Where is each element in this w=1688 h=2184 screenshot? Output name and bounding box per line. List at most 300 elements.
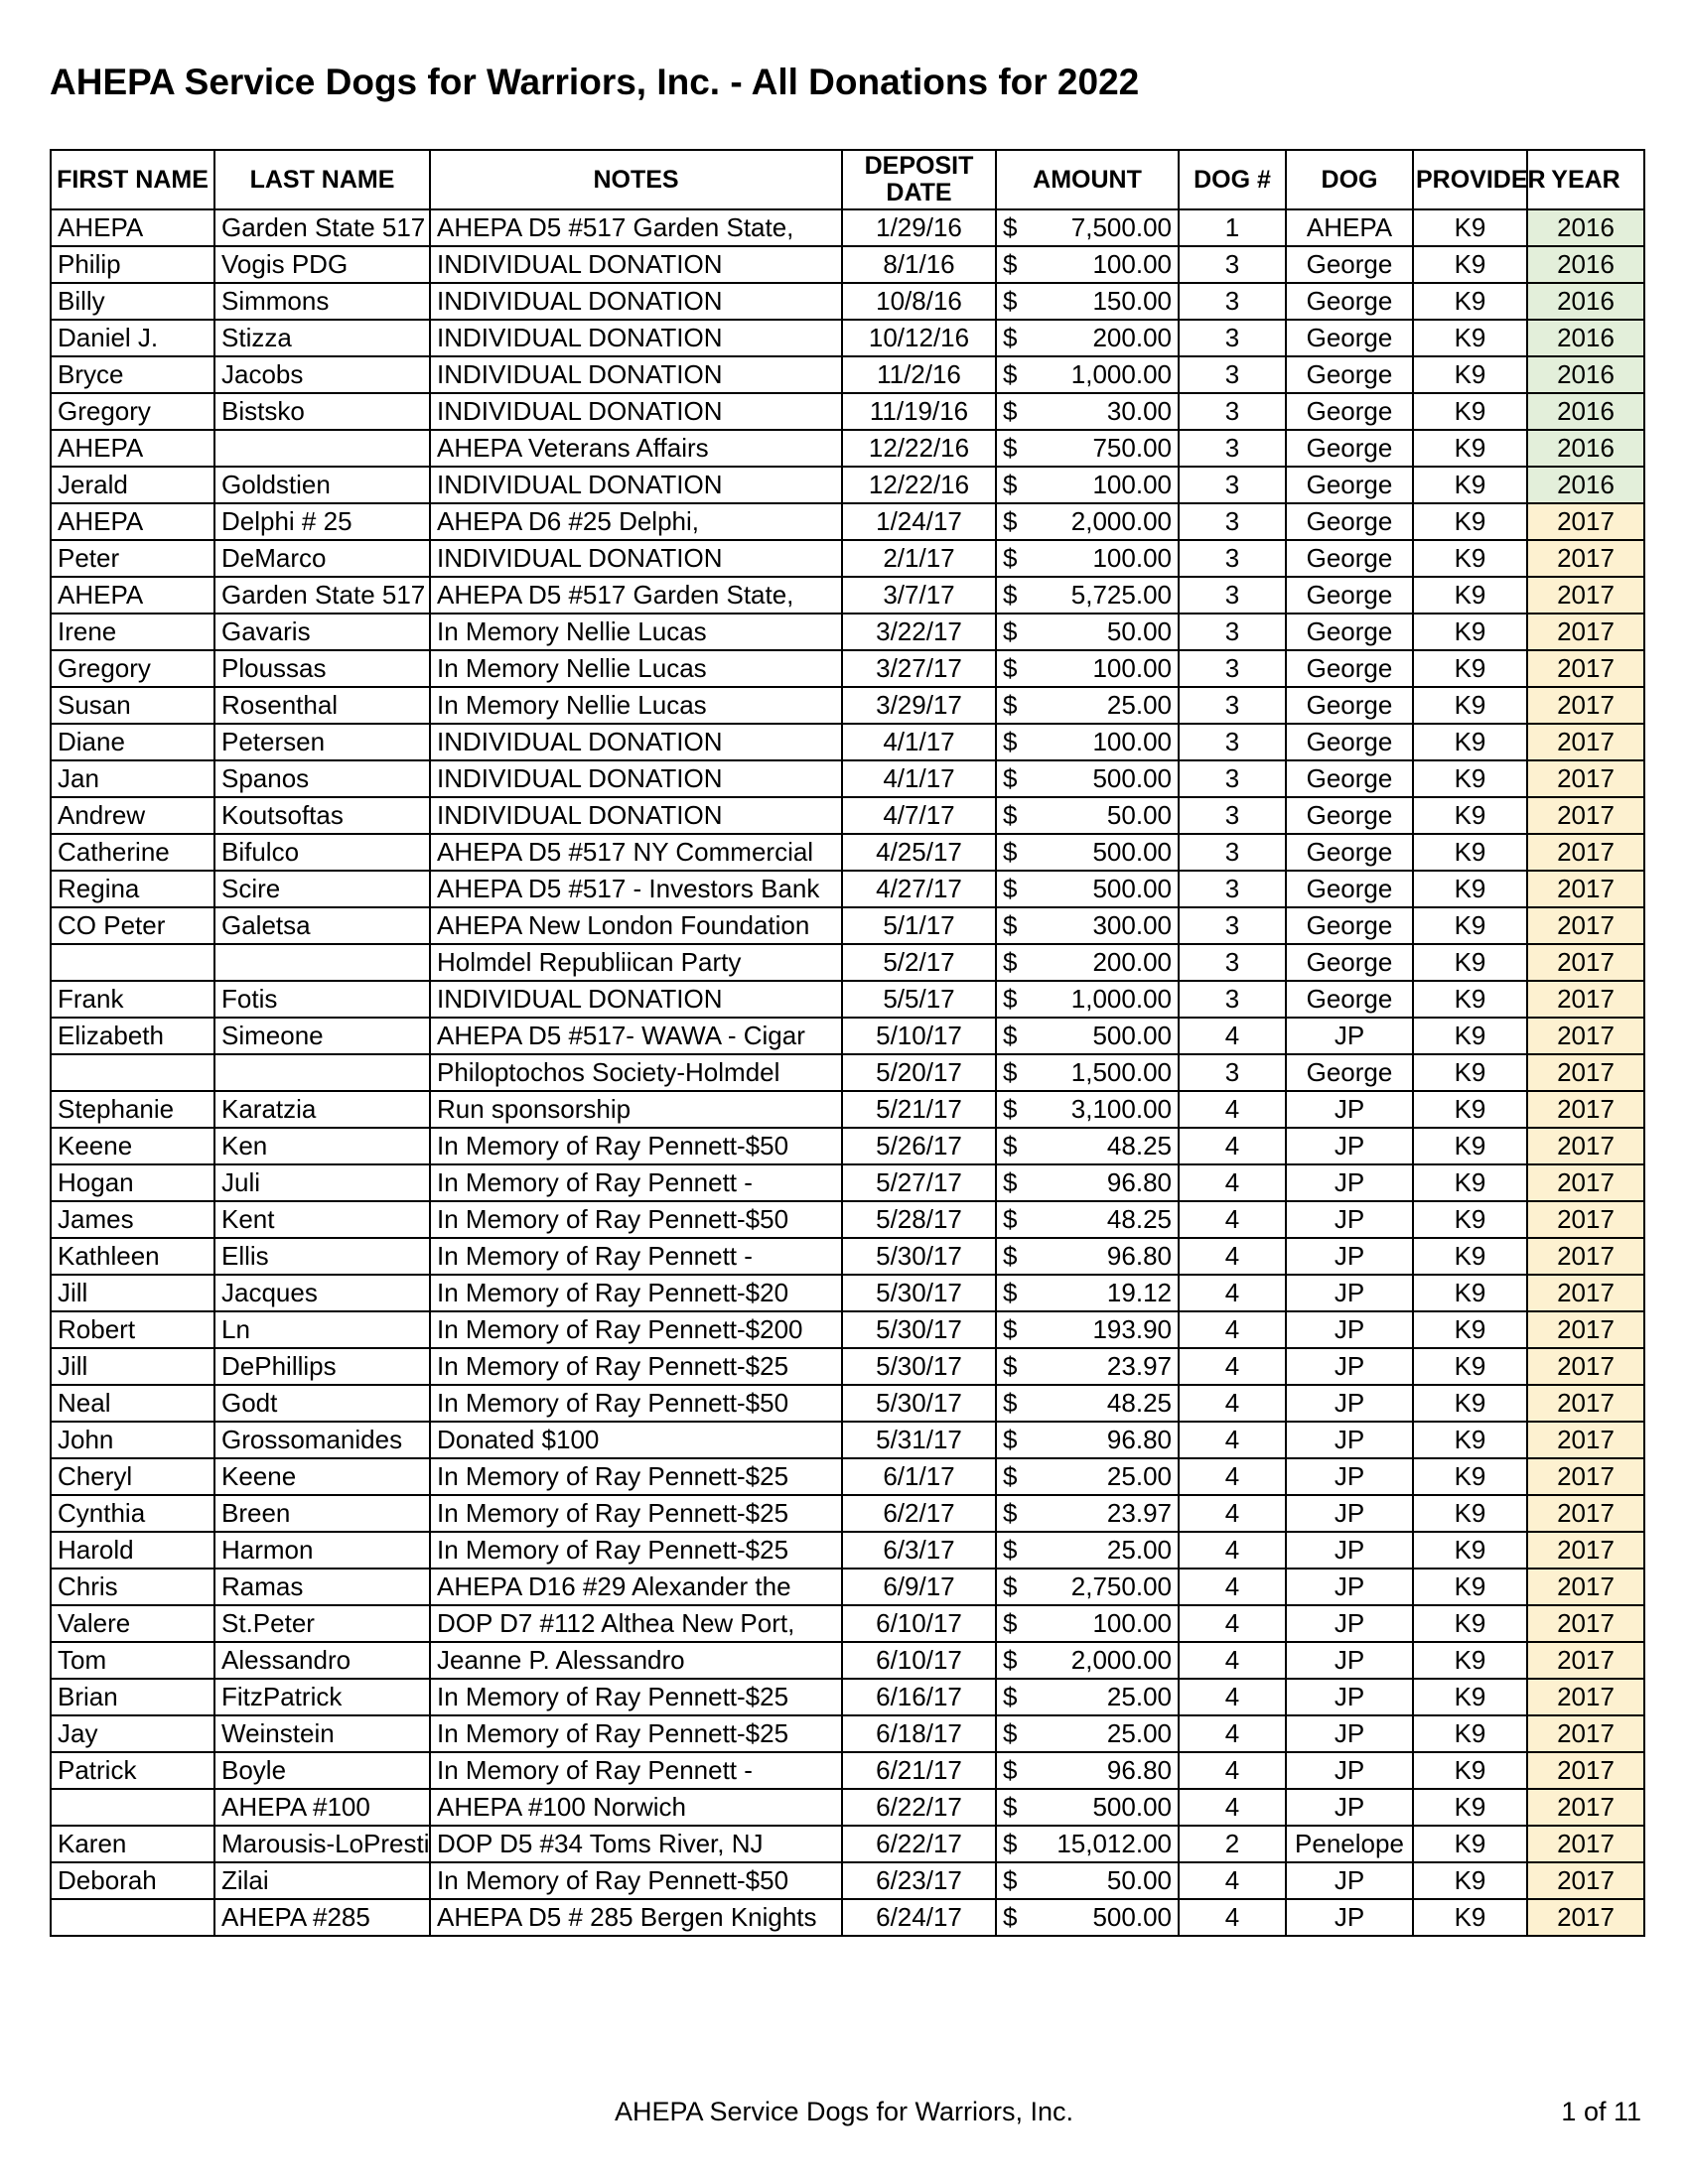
cell-year: 2017	[1527, 981, 1644, 1018]
cell-dog-number: 4	[1179, 1238, 1286, 1275]
cell-amount	[996, 1348, 1179, 1385]
cell-provider: K9	[1413, 246, 1527, 283]
cell-provider: K9	[1413, 393, 1527, 430]
cell-first-name: Peter	[51, 540, 214, 577]
currency-symbol: $	[1003, 396, 1018, 426]
cell-last-name: Ramas	[214, 1569, 430, 1605]
cell-dog: George	[1286, 467, 1413, 503]
amount-value: 96.80	[1106, 1425, 1172, 1454]
currency-symbol: $	[1003, 1278, 1018, 1307]
cell-amount	[996, 944, 1179, 981]
cell-dog-number: 3	[1179, 467, 1286, 503]
cell-dog: JP	[1286, 1201, 1413, 1238]
cell-first-name: AHEPA	[51, 577, 214, 614]
cell-year: 2017	[1527, 1422, 1644, 1458]
amount-value: 100.00	[1092, 470, 1172, 499]
cell-notes: In Memory Nellie Lucas	[430, 687, 842, 724]
currency-symbol: $	[1003, 1314, 1018, 1344]
cell-deposit-date: 5/30/17	[842, 1238, 996, 1275]
cell-dog: AHEPA	[1286, 209, 1413, 246]
amount-value: 3,100.00	[1070, 1094, 1172, 1124]
table-row	[51, 797, 1644, 834]
amount-value: 100.00	[1092, 1608, 1172, 1638]
table-row	[51, 1238, 1644, 1275]
table-row	[51, 1128, 1644, 1164]
cell-amount	[996, 871, 1179, 907]
cell-notes: In Memory of Ray Pennett-$25	[430, 1348, 842, 1385]
cell-first-name: James	[51, 1201, 214, 1238]
table-row	[51, 687, 1644, 724]
currency-symbol: $	[1003, 1792, 1018, 1822]
cell-deposit-date: 5/5/17	[842, 981, 996, 1018]
cell-year: 2017	[1527, 1789, 1644, 1826]
cell-first-name: Irene	[51, 614, 214, 650]
cell-amount	[996, 430, 1179, 467]
currency-symbol: $	[1003, 323, 1018, 352]
cell-deposit-date: 2/1/17	[842, 540, 996, 577]
amount-value: 500.00	[1092, 763, 1172, 793]
cell-amount	[996, 1091, 1179, 1128]
cell-amount	[996, 577, 1179, 614]
cell-first-name: Susan	[51, 687, 214, 724]
cell-last-name: Rosenthal	[214, 687, 430, 724]
cell-provider: K9	[1413, 1899, 1527, 1936]
cell-year: 2017	[1527, 1605, 1644, 1642]
cell-notes: AHEPA D6 #25 Delphi,	[430, 503, 842, 540]
cell-dog-number: 3	[1179, 393, 1286, 430]
cell-deposit-date: 6/22/17	[842, 1789, 996, 1826]
amount-value: 50.00	[1106, 800, 1172, 830]
cell-dog: JP	[1286, 1422, 1413, 1458]
cell-year: 2016	[1527, 283, 1644, 320]
table-row	[51, 1422, 1644, 1458]
cell-deposit-date: 6/9/17	[842, 1569, 996, 1605]
cell-notes: In Memory Nellie Lucas	[430, 650, 842, 687]
cell-notes: In Memory of Ray Pennett-$20	[430, 1275, 842, 1311]
cell-notes: In Memory of Ray Pennett-$25	[430, 1715, 842, 1752]
currency-symbol: $	[1003, 1461, 1018, 1491]
amount-value: 23.97	[1106, 1351, 1172, 1381]
cell-dog-number: 4	[1179, 1164, 1286, 1201]
amount-value: 150.00	[1092, 286, 1172, 316]
cell-notes: In Memory of Ray Pennett -	[430, 1164, 842, 1201]
cell-dog: JP	[1286, 1091, 1413, 1128]
cell-deposit-date: 5/1/17	[842, 907, 996, 944]
cell-first-name: John	[51, 1422, 214, 1458]
cell-last-name: AHEPA #100	[214, 1789, 430, 1826]
cell-last-name: Petersen	[214, 724, 430, 760]
cell-amount	[996, 650, 1179, 687]
cell-last-name: Grossomanides	[214, 1422, 430, 1458]
page-number: 1 of 11	[1561, 2097, 1641, 2126]
cell-year: 2017	[1527, 907, 1644, 944]
cell-dog: JP	[1286, 1458, 1413, 1495]
amount-value: 50.00	[1106, 616, 1172, 646]
cell-deposit-date: 5/31/17	[842, 1422, 996, 1458]
cell-first-name: Philip	[51, 246, 214, 283]
header-deposit-date: DEPOSIT DATE	[842, 150, 996, 209]
cell-dog: George	[1286, 393, 1413, 430]
cell-notes: INDIVIDUAL DONATION	[430, 356, 842, 393]
cell-dog-number: 3	[1179, 981, 1286, 1018]
cell-dog-number: 4	[1179, 1128, 1286, 1164]
amount-value: 500.00	[1092, 874, 1172, 903]
cell-dog: George	[1286, 503, 1413, 540]
cell-year: 2017	[1527, 1715, 1644, 1752]
cell-notes: Jeanne P. Alessandro	[430, 1642, 842, 1679]
cell-provider: K9	[1413, 650, 1527, 687]
amount-value: 48.25	[1106, 1131, 1172, 1160]
cell-dog: JP	[1286, 1495, 1413, 1532]
cell-provider: K9	[1413, 1238, 1527, 1275]
table-row	[51, 503, 1644, 540]
cell-amount	[996, 1605, 1179, 1642]
header-year: YEAR	[1527, 150, 1644, 209]
cell-first-name: AHEPA	[51, 430, 214, 467]
cell-dog: JP	[1286, 1311, 1413, 1348]
table-row	[51, 614, 1644, 650]
cell-notes: AHEPA Veterans Affairs	[430, 430, 842, 467]
cell-first-name: Jill	[51, 1275, 214, 1311]
amount-value: 25.00	[1106, 690, 1172, 720]
cell-dog-number: 4	[1179, 1495, 1286, 1532]
cell-dog: JP	[1286, 1238, 1413, 1275]
cell-dog: George	[1286, 650, 1413, 687]
amount-value: 30.00	[1106, 396, 1172, 426]
cell-dog-number: 3	[1179, 540, 1286, 577]
cell-provider: K9	[1413, 1495, 1527, 1532]
cell-amount	[996, 1458, 1179, 1495]
cell-dog-number: 4	[1179, 1642, 1286, 1679]
cell-year: 2017	[1527, 760, 1644, 797]
cell-amount	[996, 1789, 1179, 1826]
cell-dog-number: 4	[1179, 1422, 1286, 1458]
cell-notes: AHEPA D5 #517- WAWA - Cigar	[430, 1018, 842, 1054]
cell-provider: K9	[1413, 1054, 1527, 1091]
currency-symbol: $	[1003, 1865, 1018, 1895]
cell-provider: K9	[1413, 1164, 1527, 1201]
cell-notes: AHEPA D5 # 285 Bergen Knights	[430, 1899, 842, 1936]
cell-dog: George	[1286, 687, 1413, 724]
cell-provider: K9	[1413, 503, 1527, 540]
cell-first-name	[51, 944, 214, 981]
currency-symbol: $	[1003, 1608, 1018, 1638]
cell-notes: In Memory of Ray Pennett-$50	[430, 1862, 842, 1899]
cell-amount	[996, 1238, 1179, 1275]
cell-last-name: FitzPatrick	[214, 1679, 430, 1715]
cell-dog: George	[1286, 246, 1413, 283]
cell-notes: Philoptochos Society-Holmdel	[430, 1054, 842, 1091]
cell-last-name	[214, 944, 430, 981]
cell-amount	[996, 1128, 1179, 1164]
cell-amount	[996, 907, 1179, 944]
header-amount: AMOUNT	[996, 150, 1179, 209]
amount-value: 15,012.00	[1056, 1829, 1172, 1858]
currency-symbol: $	[1003, 286, 1018, 316]
cell-year: 2017	[1527, 1752, 1644, 1789]
cell-notes: DOP D7 #112 Althea New Port,	[430, 1605, 842, 1642]
cell-notes: INDIVIDUAL DONATION	[430, 724, 842, 760]
cell-first-name: Deborah	[51, 1862, 214, 1899]
cell-year: 2017	[1527, 1275, 1644, 1311]
cell-first-name: Gregory	[51, 393, 214, 430]
table-row	[51, 1679, 1644, 1715]
cell-dog: JP	[1286, 1862, 1413, 1899]
currency-symbol: $	[1003, 1021, 1018, 1050]
cell-amount	[996, 393, 1179, 430]
cell-dog: George	[1286, 430, 1413, 467]
cell-last-name: Boyle	[214, 1752, 430, 1789]
cell-provider: K9	[1413, 797, 1527, 834]
table-row	[51, 467, 1644, 503]
cell-deposit-date: 6/10/17	[842, 1642, 996, 1679]
currency-symbol: $	[1003, 800, 1018, 830]
cell-first-name: Stephanie	[51, 1091, 214, 1128]
cell-amount	[996, 1715, 1179, 1752]
currency-symbol: $	[1003, 1571, 1018, 1601]
cell-first-name: Keene	[51, 1128, 214, 1164]
cell-provider: K9	[1413, 320, 1527, 356]
cell-first-name: AHEPA	[51, 503, 214, 540]
table-row	[51, 760, 1644, 797]
cell-dog: JP	[1286, 1899, 1413, 1936]
currency-symbol: $	[1003, 580, 1018, 610]
cell-deposit-date: 5/2/17	[842, 944, 996, 981]
amount-value: 300.00	[1092, 910, 1172, 940]
cell-year: 2017	[1527, 871, 1644, 907]
cell-notes: AHEPA New London Foundation	[430, 907, 842, 944]
currency-symbol: $	[1003, 1535, 1018, 1565]
cell-last-name: Garden State 517	[214, 209, 430, 246]
cell-deposit-date: 6/1/17	[842, 1458, 996, 1495]
cell-provider: K9	[1413, 209, 1527, 246]
cell-dog-number: 4	[1179, 1275, 1286, 1311]
cell-dog-number: 3	[1179, 430, 1286, 467]
cell-deposit-date: 5/30/17	[842, 1348, 996, 1385]
cell-provider: K9	[1413, 687, 1527, 724]
page-title: AHEPA Service Dogs for Warriors, Inc. - All Donations for 2022	[50, 62, 1140, 102]
table-row	[51, 1899, 1644, 1936]
cell-notes: INDIVIDUAL DONATION	[430, 393, 842, 430]
cell-notes: Holmdel Republiican Party	[430, 944, 842, 981]
cell-notes: AHEPA D5 #517 Garden State,	[430, 577, 842, 614]
cell-provider: K9	[1413, 1018, 1527, 1054]
cell-dog: George	[1286, 724, 1413, 760]
cell-year: 2017	[1527, 1532, 1644, 1569]
cell-amount	[996, 1018, 1179, 1054]
amount-value: 500.00	[1092, 837, 1172, 867]
cell-dog: JP	[1286, 1789, 1413, 1826]
footer-org: AHEPA Service Dogs for Warriors, Inc.	[614, 2097, 1074, 2126]
amount-value: 500.00	[1092, 1792, 1172, 1822]
cell-notes: INDIVIDUAL DONATION	[430, 246, 842, 283]
currency-symbol: $	[1003, 1718, 1018, 1748]
cell-notes: In Memory of Ray Pennett -	[430, 1238, 842, 1275]
cell-last-name: Stizza	[214, 320, 430, 356]
currency-symbol: $	[1003, 543, 1018, 573]
amount-value: 23.97	[1106, 1498, 1172, 1528]
amount-value: 1,000.00	[1070, 359, 1172, 389]
cell-provider: K9	[1413, 834, 1527, 871]
cell-year: 2017	[1527, 1899, 1644, 1936]
cell-amount	[996, 1679, 1179, 1715]
amount-value: 100.00	[1092, 653, 1172, 683]
table-row	[51, 1642, 1644, 1679]
amount-value: 96.80	[1106, 1755, 1172, 1785]
cell-notes: In Memory of Ray Pennett -	[430, 1752, 842, 1789]
cell-last-name: Scire	[214, 871, 430, 907]
amount-value: 25.00	[1106, 1461, 1172, 1491]
table-row	[51, 540, 1644, 577]
cell-dog-number: 3	[1179, 503, 1286, 540]
cell-dog: Penelope	[1286, 1826, 1413, 1862]
table-row	[51, 907, 1644, 944]
header-dog: DOG	[1286, 150, 1413, 209]
cell-amount	[996, 1862, 1179, 1899]
cell-dog-number: 3	[1179, 650, 1286, 687]
cell-dog: JP	[1286, 1348, 1413, 1385]
cell-provider: K9	[1413, 1826, 1527, 1862]
cell-deposit-date: 6/10/17	[842, 1605, 996, 1642]
cell-last-name: Ellis	[214, 1238, 430, 1275]
table-row	[51, 1348, 1644, 1385]
cell-year: 2017	[1527, 1164, 1644, 1201]
cell-last-name: Bifulco	[214, 834, 430, 871]
cell-amount	[996, 614, 1179, 650]
cell-dog-number: 4	[1179, 1752, 1286, 1789]
header-notes: NOTES	[430, 150, 842, 209]
amount-value: 19.12	[1106, 1278, 1172, 1307]
cell-dog-number: 3	[1179, 871, 1286, 907]
cell-first-name: Chris	[51, 1569, 214, 1605]
currency-symbol: $	[1003, 1829, 1018, 1858]
cell-provider: K9	[1413, 1422, 1527, 1458]
cell-year: 2017	[1527, 834, 1644, 871]
table-row	[51, 1605, 1644, 1642]
header-row	[51, 150, 1644, 209]
cell-provider: K9	[1413, 356, 1527, 393]
cell-dog-number: 3	[1179, 797, 1286, 834]
cell-last-name: Harmon	[214, 1532, 430, 1569]
table-row	[51, 1091, 1644, 1128]
cell-provider: K9	[1413, 1715, 1527, 1752]
table-row	[51, 246, 1644, 283]
table-row	[51, 834, 1644, 871]
table-row	[51, 1201, 1644, 1238]
cell-dog-number: 3	[1179, 907, 1286, 944]
cell-first-name: Daniel J.	[51, 320, 214, 356]
cell-dog: George	[1286, 834, 1413, 871]
currency-symbol: $	[1003, 1755, 1018, 1785]
cell-first-name: Jerald	[51, 467, 214, 503]
amount-value: 200.00	[1092, 947, 1172, 977]
cell-amount	[996, 503, 1179, 540]
cell-first-name: Jan	[51, 760, 214, 797]
table-row	[51, 944, 1644, 981]
cell-first-name: Jay	[51, 1715, 214, 1752]
cell-last-name: Ken	[214, 1128, 430, 1164]
cell-dog-number: 3	[1179, 1054, 1286, 1091]
cell-deposit-date: 3/27/17	[842, 650, 996, 687]
currency-symbol: $	[1003, 947, 1018, 977]
cell-last-name: St.Peter	[214, 1605, 430, 1642]
table-row	[51, 1495, 1644, 1532]
cell-dog-number: 4	[1179, 1569, 1286, 1605]
cell-dog-number: 3	[1179, 320, 1286, 356]
cell-last-name: Jacques	[214, 1275, 430, 1311]
cell-amount	[996, 1899, 1179, 1936]
cell-first-name: Regina	[51, 871, 214, 907]
cell-first-name: Diane	[51, 724, 214, 760]
currency-symbol: $	[1003, 1167, 1018, 1197]
currency-symbol: $	[1003, 1204, 1018, 1234]
cell-amount	[996, 246, 1179, 283]
cell-provider: K9	[1413, 1752, 1527, 1789]
cell-dog: JP	[1286, 1532, 1413, 1569]
cell-provider: K9	[1413, 907, 1527, 944]
cell-last-name	[214, 1054, 430, 1091]
cell-amount	[996, 467, 1179, 503]
cell-deposit-date: 4/25/17	[842, 834, 996, 871]
cell-amount	[996, 283, 1179, 320]
table-row	[51, 1715, 1644, 1752]
cell-year: 2017	[1527, 1862, 1644, 1899]
cell-deposit-date: 11/19/16	[842, 393, 996, 430]
cell-first-name: Elizabeth	[51, 1018, 214, 1054]
cell-year: 2017	[1527, 1385, 1644, 1422]
cell-provider: K9	[1413, 1091, 1527, 1128]
cell-deposit-date: 1/24/17	[842, 503, 996, 540]
table-row	[51, 356, 1644, 393]
cell-amount	[996, 1054, 1179, 1091]
cell-year: 2017	[1527, 724, 1644, 760]
cell-amount	[996, 1826, 1179, 1862]
header-last-name: LAST NAME	[214, 150, 430, 209]
cell-deposit-date: 12/22/16	[842, 467, 996, 503]
cell-dog-number: 4	[1179, 1091, 1286, 1128]
cell-amount	[996, 356, 1179, 393]
cell-notes: In Memory of Ray Pennett-$200	[430, 1311, 842, 1348]
cell-last-name: DeMarco	[214, 540, 430, 577]
cell-year: 2016	[1527, 430, 1644, 467]
cell-provider: K9	[1413, 540, 1527, 577]
currency-symbol: $	[1003, 506, 1018, 536]
amount-value: 96.80	[1106, 1241, 1172, 1271]
cell-dog: George	[1286, 797, 1413, 834]
cell-notes: AHEPA D5 #517 - Investors Bank	[430, 871, 842, 907]
cell-last-name: Juli	[214, 1164, 430, 1201]
cell-year: 2016	[1527, 467, 1644, 503]
cell-deposit-date: 3/7/17	[842, 577, 996, 614]
cell-first-name: Robert	[51, 1311, 214, 1348]
cell-deposit-date: 4/27/17	[842, 871, 996, 907]
cell-first-name: Bryce	[51, 356, 214, 393]
cell-dog: JP	[1286, 1752, 1413, 1789]
cell-first-name: Catherine	[51, 834, 214, 871]
cell-last-name: Garden State 517	[214, 577, 430, 614]
amount-value: 2,000.00	[1070, 506, 1172, 536]
cell-dog-number: 1	[1179, 209, 1286, 246]
cell-year: 2017	[1527, 650, 1644, 687]
table-row	[51, 1164, 1644, 1201]
cell-notes: AHEPA #100 Norwich	[430, 1789, 842, 1826]
cell-last-name: Simmons	[214, 283, 430, 320]
cell-deposit-date: 11/2/16	[842, 356, 996, 393]
cell-dog-number: 3	[1179, 356, 1286, 393]
cell-deposit-date: 6/22/17	[842, 1826, 996, 1862]
cell-dog: JP	[1286, 1715, 1413, 1752]
table-row	[51, 1275, 1644, 1311]
